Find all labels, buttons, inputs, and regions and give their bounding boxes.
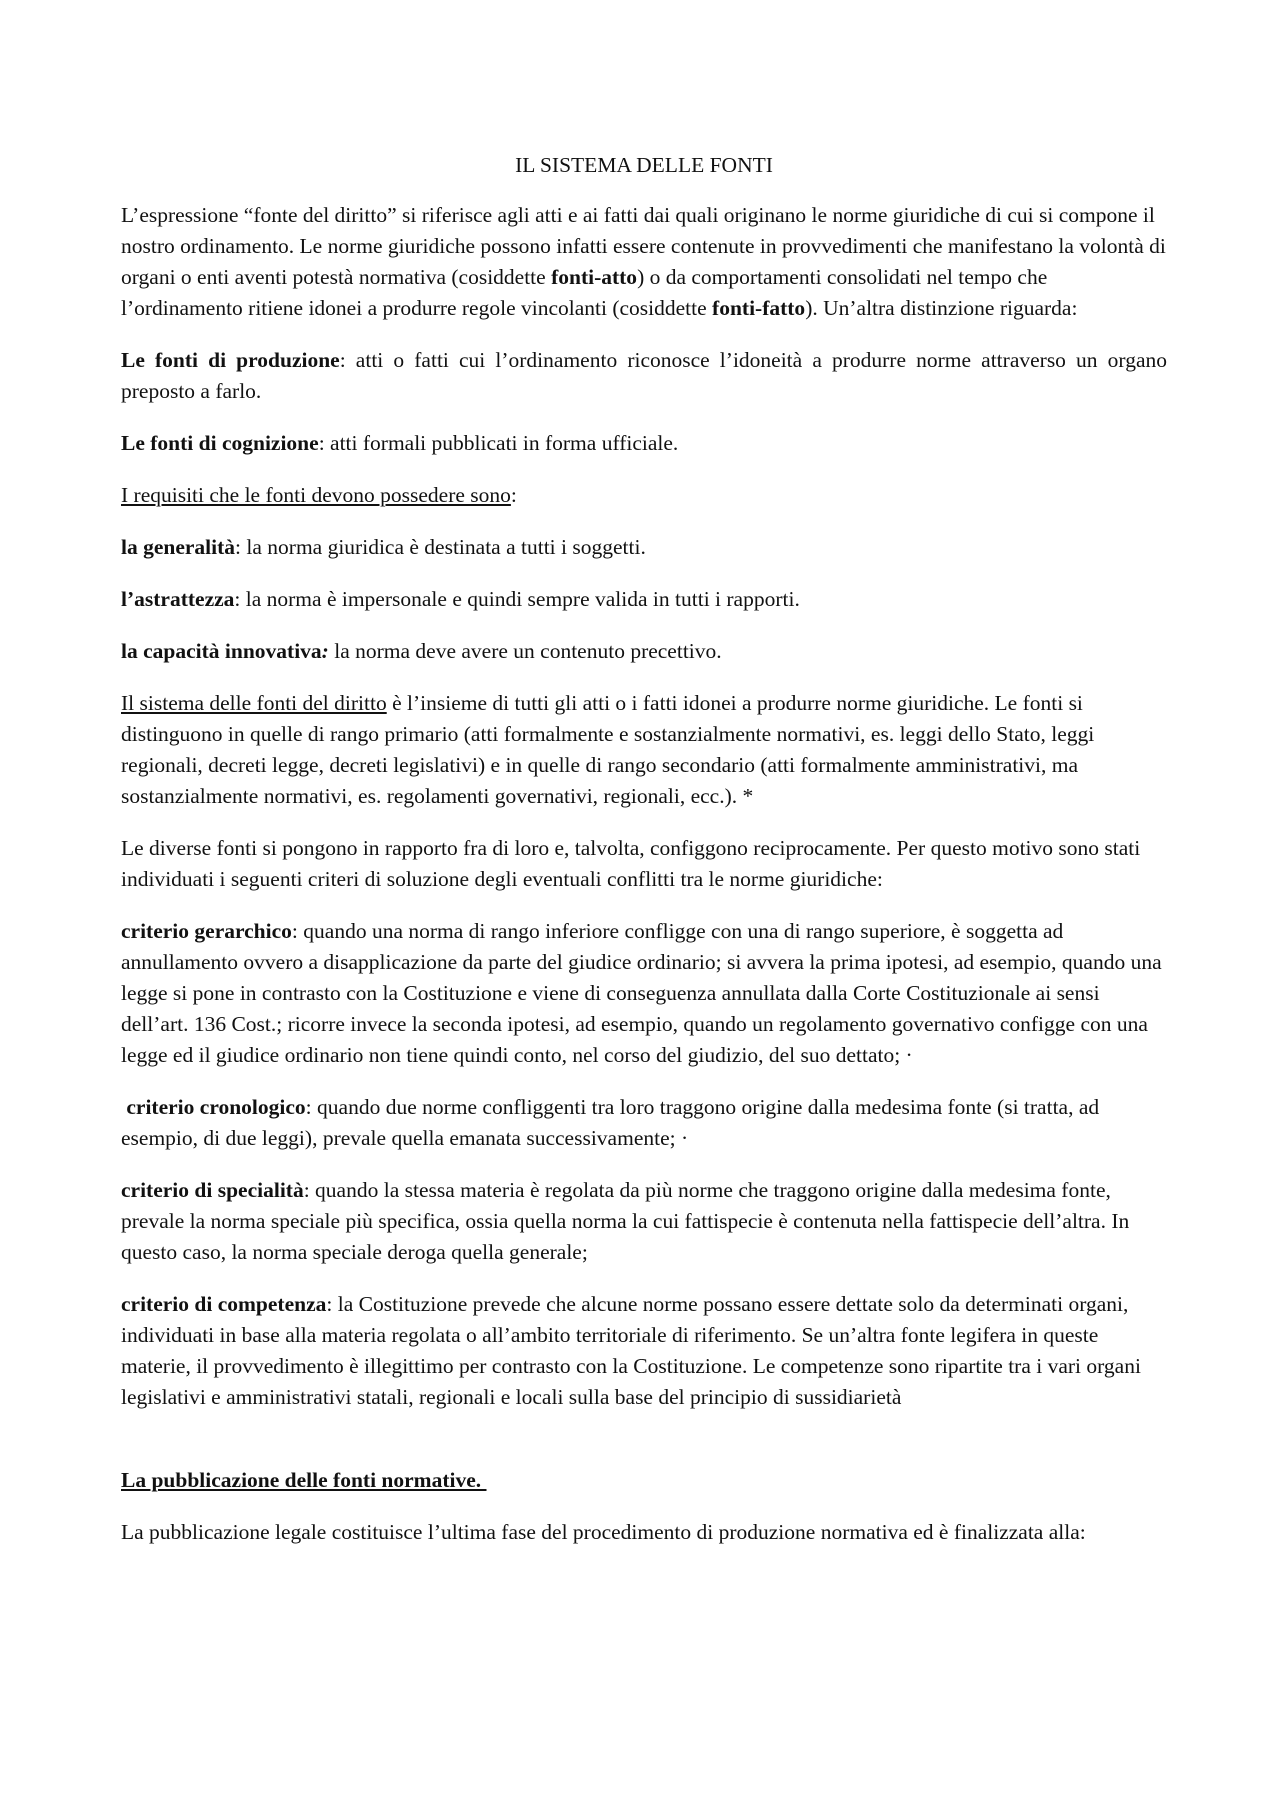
- criterio-specialita-term: criterio di specialità: [121, 1178, 304, 1202]
- fonti-produzione-term: Le fonti di produzione: [121, 348, 340, 372]
- intro-text-3: ). Un’altra distinzione riguarda:: [805, 296, 1078, 320]
- requisiti-underlined: I requisiti che le fonti devono possedere sono: [121, 483, 511, 507]
- criterio-specialita-paragraph: [121, 1175, 1167, 1268]
- document-body: [121, 150, 1167, 1569]
- criterio-gerarchico-term: criterio gerarchico: [121, 919, 292, 943]
- generalita-paragraph: [121, 532, 1167, 563]
- astrattezza-term: l’astrattezza: [121, 587, 235, 611]
- astrattezza-text: : la norma è impersonale e quindi sempre valida in tutti i rapporti.: [234, 587, 800, 611]
- criterio-competenza-text: : la Costituzione prevede che alcune norme possano essere dettate solo da determinati organi, individuati in base alla materia regolata o all’ambito territoriale di riferimento. Se un’altra fonte legifera in queste materie, il provvedimento è illegittimo per contrasto con la Costituzione. Le competenze sono ripartite tra i vari organi legislativi e amministrativi statali, regionali e locali sulla base del principio di sussidiarietà: [121, 1292, 1141, 1409]
- capacita-paragraph: [121, 636, 1167, 667]
- pubblicazione-heading: La pubblicazione delle fonti normative.: [121, 1468, 487, 1492]
- intro-bold-fonti-fatto: fonti-fatto: [712, 296, 806, 320]
- criterio-cronologico-term: criterio cronologico: [126, 1095, 306, 1119]
- criterio-gerarchico-text: : quando una norma di rango inferiore confligge con una di rango superiore, è soggetta ad annullamento ovvero a disapplicazione da parte del giudice ordinario; si avvera la prima ipotesi, ad esempio, quando una legge si pone in contrasto con la Costituzione e viene di conseguenza annullata dalla Corte Costituzionale ai sensi dell’art. 136 Cost.; ricorre invece la seconda ipotesi, ad esempio, quando un regolamento governativo configge con una legge ed il giudice ordinario non tiene quindi conto, nel corso del giudizio, del suo dettato; ·: [121, 919, 1162, 1067]
- requisiti-colon: :: [510, 483, 517, 507]
- sistema-text: è l’insieme di tutti gli atti o i fatti idonei a produrre norme giuridiche. Le fonti si distinguono in quelle di rango primario (atti formalmente e sostanzialmente normativi, es. leggi dello Stato, leggi regionali, decreti legge, decreti legislativi) e in quelle di rango secondario (atti formalmente amministrativi, ma sostanzialmente normativi, es. regolamenti governativi, regionali, ecc.). *: [121, 691, 1095, 808]
- criterio-competenza-paragraph: [121, 1289, 1167, 1413]
- criterio-gerarchico-paragraph: [121, 916, 1167, 1071]
- fonti-produzione-paragraph: [121, 345, 1167, 407]
- fonti-cognizione-term: Le fonti di cognizione: [121, 431, 319, 455]
- fonti-produzione-text: : atti o fatti cui l’ordinamento riconosce l’idoneità a produrre norme attraverso un organo preposto a farlo.: [121, 348, 1167, 403]
- intro-text-2: ) o da comportamenti consolidati nel tempo che l’ordinamento ritiene idonei a produrre regole vincolanti (cosiddette: [121, 265, 1048, 320]
- intro-text-1: L’espressione “fonte del diritto” si riferisce agli atti e ai fatti dai quali originano le norme giuridiche di cui si compone il nostro ordinamento. Le norme giuridiche possono infatti essere contenute in provvedimenti che manifestano la volontà di organi o enti aventi potestà normativa (cosiddette: [121, 203, 1166, 289]
- criterio-cronologico-text: : quando due norme confliggenti tra loro traggono origine dalla medesima fonte (si tratta, ad esempio, di due leggi), prevale quella emanata successivamente; ·: [121, 1095, 1100, 1150]
- fonti-cognizione-text: : atti formali pubblicati in forma ufficiale.: [318, 431, 679, 455]
- criterio-specialita-text: : quando la stessa materia è regolata da più norme che traggono origine dalla medesima fonte, prevale la norma speciale più specifica, ossia quella norma la cui fattispecie è contenuta nella fattispecie dell’altra. In questo caso, la norma speciale deroga quella generale;: [121, 1178, 1130, 1264]
- fonti-cognizione-paragraph: [121, 428, 1167, 459]
- criterio-cronologico-paragraph: [121, 1092, 1167, 1154]
- page-title: IL SISTEMA DELLE FONTI: [515, 153, 773, 177]
- capacita-term: la capacità innovativa: [121, 639, 322, 663]
- astrattezza-paragraph: [121, 584, 1167, 615]
- capacita-colon: :: [321, 639, 329, 663]
- intro-bold-fonti-atto: fonti-atto: [551, 265, 638, 289]
- generalita-term: la generalità: [121, 535, 236, 559]
- intro-paragraph: [121, 200, 1167, 324]
- capacita-text: la norma deve avere un contenuto precettivo.: [328, 639, 722, 663]
- conflitti-paragraph: Le diverse fonti si pongono in rapporto fra di loro e, talvolta, configgono reciprocamente. Per questo motivo sono stati individuati i seguenti criteri di soluzione degli eventuali conflitti tra le norme giuridiche:: [121, 836, 1141, 891]
- sistema-paragraph: [121, 688, 1167, 812]
- criterio-competenza-term: criterio di competenza: [121, 1292, 327, 1316]
- sistema-underlined: Il sistema delle fonti del diritto: [121, 691, 387, 715]
- requisiti-paragraph: [121, 480, 1167, 511]
- generalita-text: : la norma giuridica è destinata a tutti i soggetti.: [235, 535, 646, 559]
- pubblicazione-paragraph: La pubblicazione legale costituisce l’ultima fase del procedimento di produzione normativa ed è finalizzata alla:: [121, 1520, 1086, 1544]
